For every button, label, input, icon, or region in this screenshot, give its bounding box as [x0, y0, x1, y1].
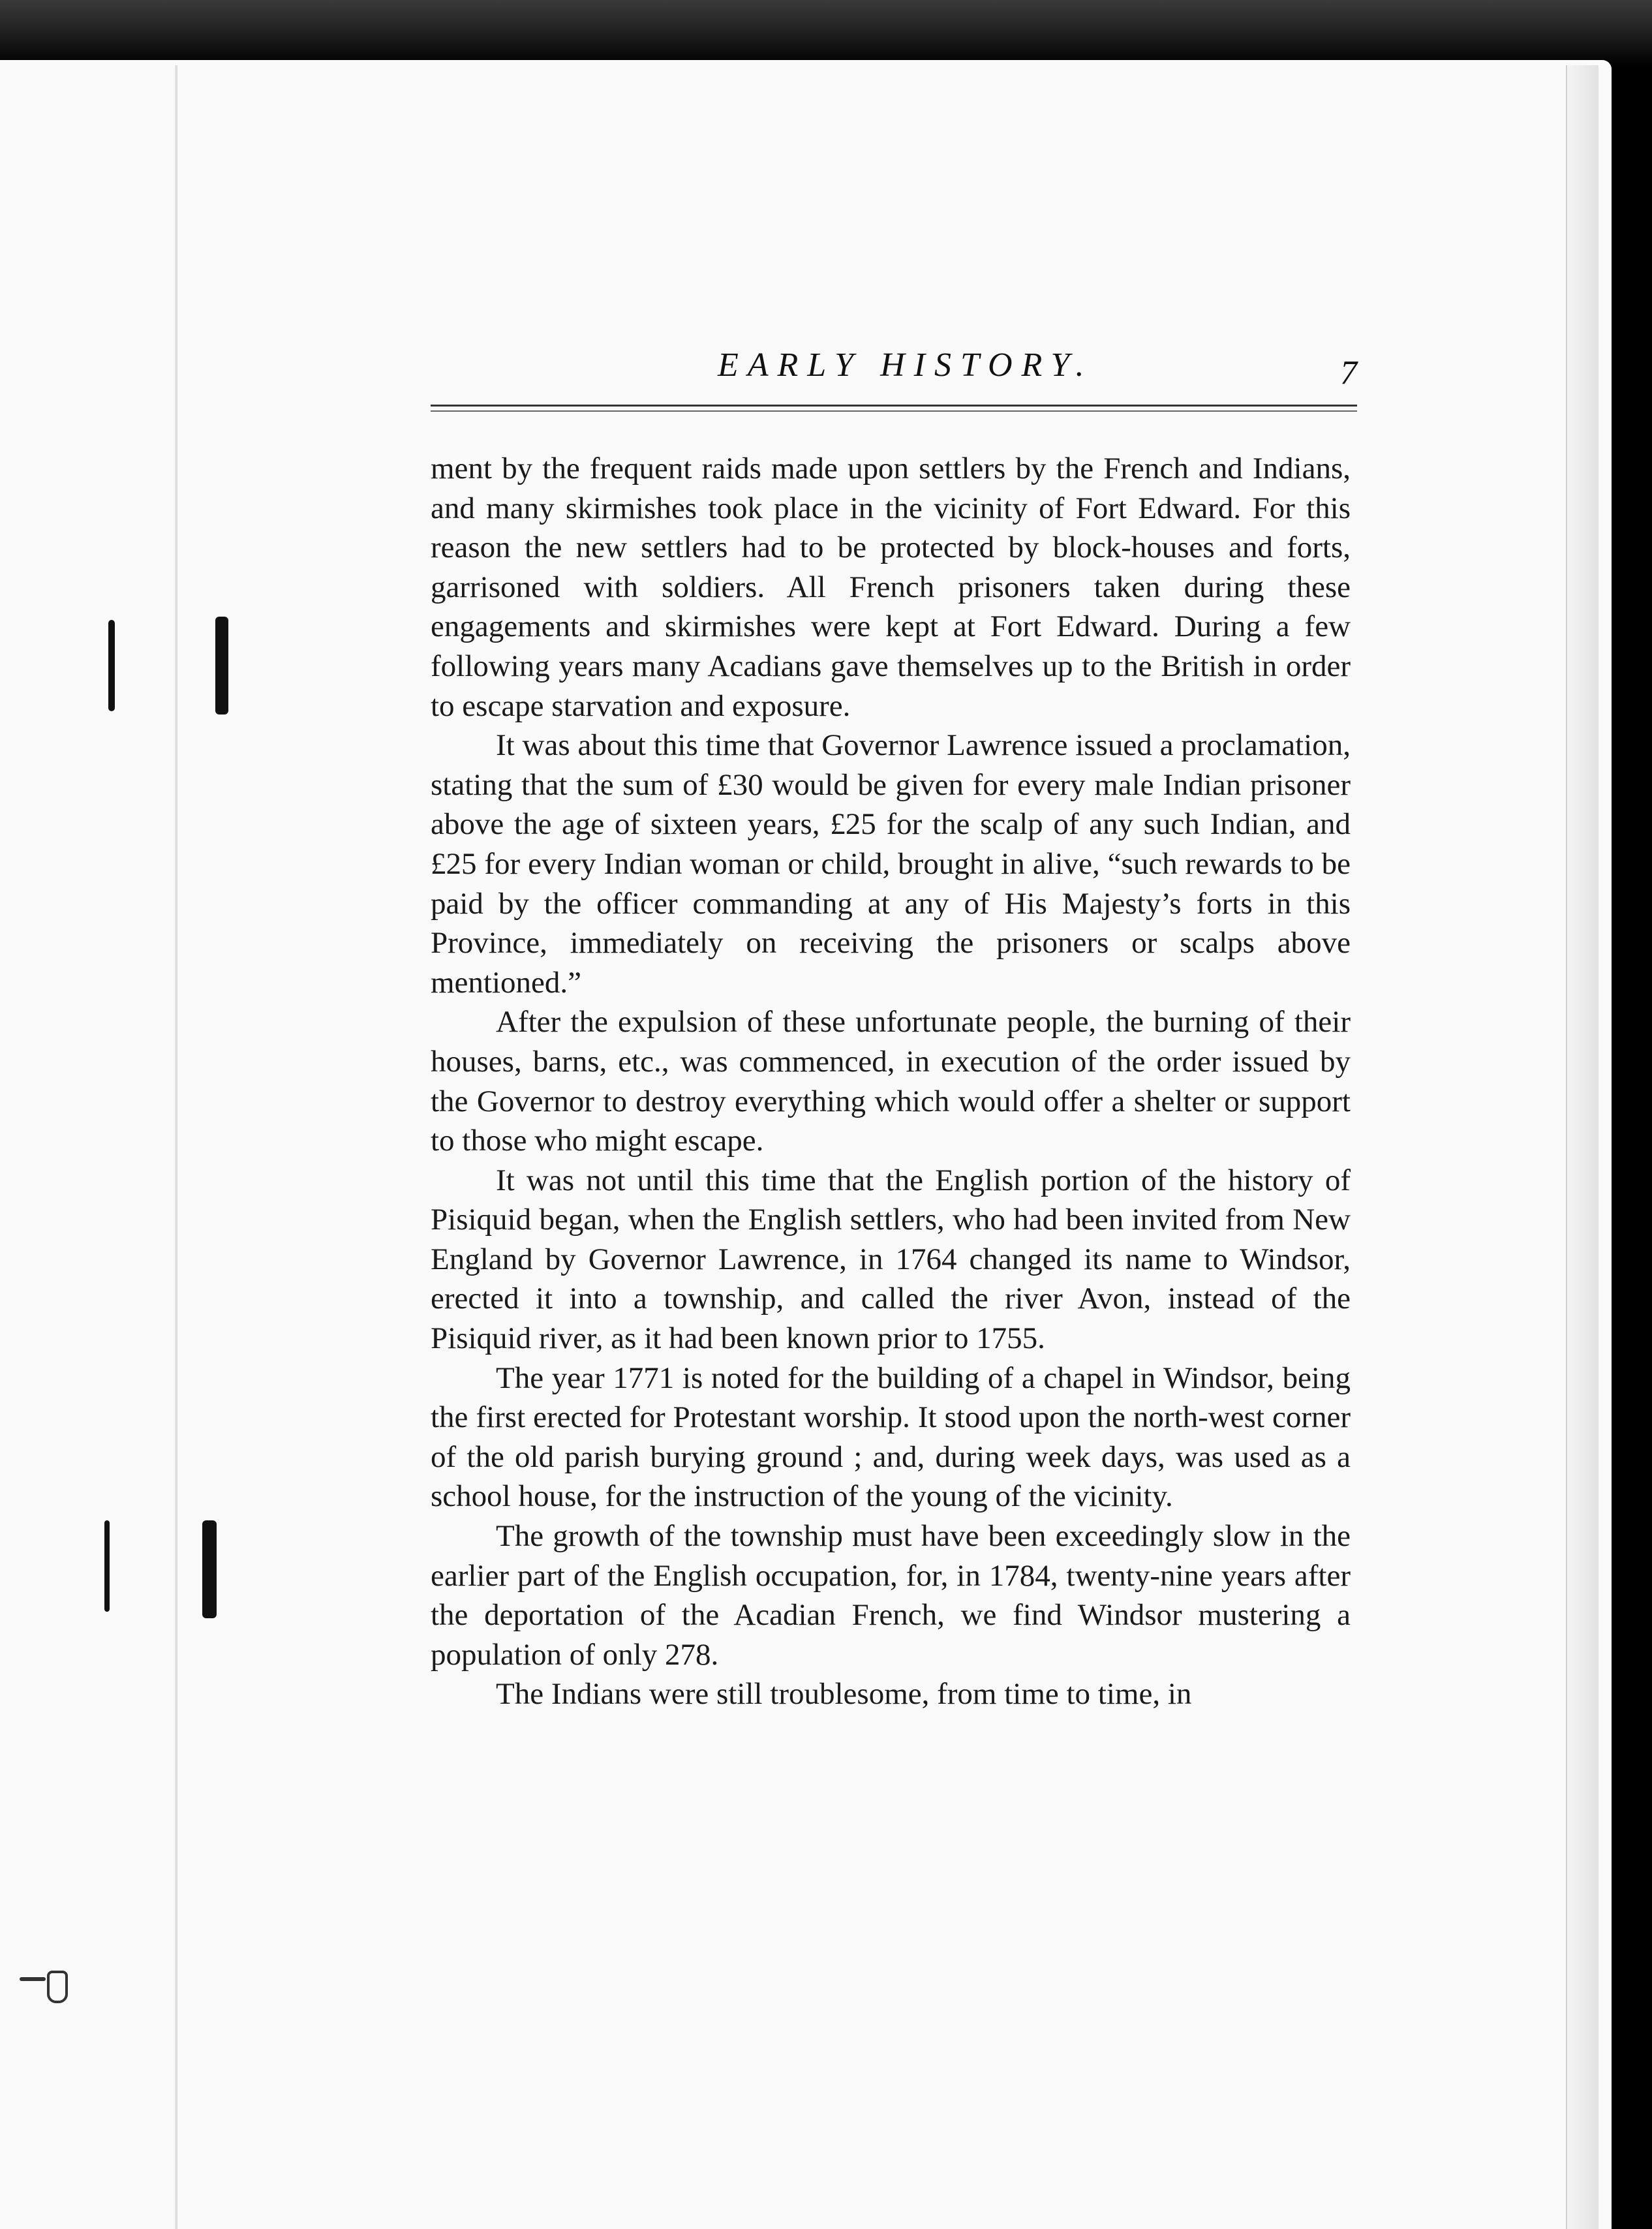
header-rule [431, 405, 1357, 412]
binding-mark [108, 620, 115, 711]
body-text [431, 449, 1351, 1714]
paragraph: It was about this time that Governor Lawrence issued a proclamation, stating that the sum of £30 would be given for every male Indian prisoner above the age of sixteen years, £25 for the scalp of any such Indian, and £25 for every Indian woman or child, brought in alive, “such rewards to be paid by the officer commanding at any of His Majesty’s forts in this Province, immediately on receiving the prisoners or scalps above mentioned.” [431, 728, 1351, 1000]
page-number: 7 [1340, 354, 1357, 392]
binding-mark [202, 1520, 217, 1618]
page-edge [1566, 65, 1598, 2229]
paragraph: The Indians were still troublesome, from time to time, in [496, 1677, 1192, 1712]
paragraph: ment by the frequent raids made upon settlers by the French and Indians, and many skirmishes took place in the vicinity of Fort Edward. For this reason the new settlers had to be protected by block-houses and forts, garrisoned with soldiers. All French prisoners taken during these engagements and skirmishes were kept at Fort Edward. During a few following years many Acadians gave themselves up to the British in order to escape starvation and exposure. [431, 452, 1351, 723]
binding-mark [215, 617, 228, 715]
scanner-background [0, 0, 1652, 65]
binding-mark [20, 1977, 46, 1981]
page-header [431, 339, 1357, 392]
running-head: EARLY HISTORY. [718, 346, 1094, 384]
page-gutter [175, 65, 177, 2229]
paragraph: After the expulsion of these unfortunate people, the burning of their houses, barns, etc., was commenced, in execution of the order issued by the Governor to destroy everything which would offer a shelter or support to those who might escape. [431, 1005, 1351, 1158]
binding-mark [47, 1971, 68, 2003]
binding-mark [104, 1520, 110, 1612]
paragraph: It was not until this time that the English portion of the history of Pisiquid began, when the English settlers, who had been invited from New England by Governor Lawrence, in 1764 changed its name to Windsor, erected it into a township, and called the river Avon, instead of the Pisiquid river, as it had been known prior to 1755. [431, 1163, 1351, 1356]
paragraph: The year 1771 is noted for the building of a chapel in Windsor, being the first erected for Protestant worship. It stood upon the north-west corner of the old parish burying ground ; and, during week days, was used as a school house, for the instruction of the young of the vicinity. [431, 1360, 1351, 1514]
paragraph: The growth of the township must have been exceedingly slow in the earlier part of the English occupation, for, in 1784, twenty-nine years after the deportation of the Acadian French, we find Windsor mustering a population of only 278. [431, 1519, 1351, 1672]
